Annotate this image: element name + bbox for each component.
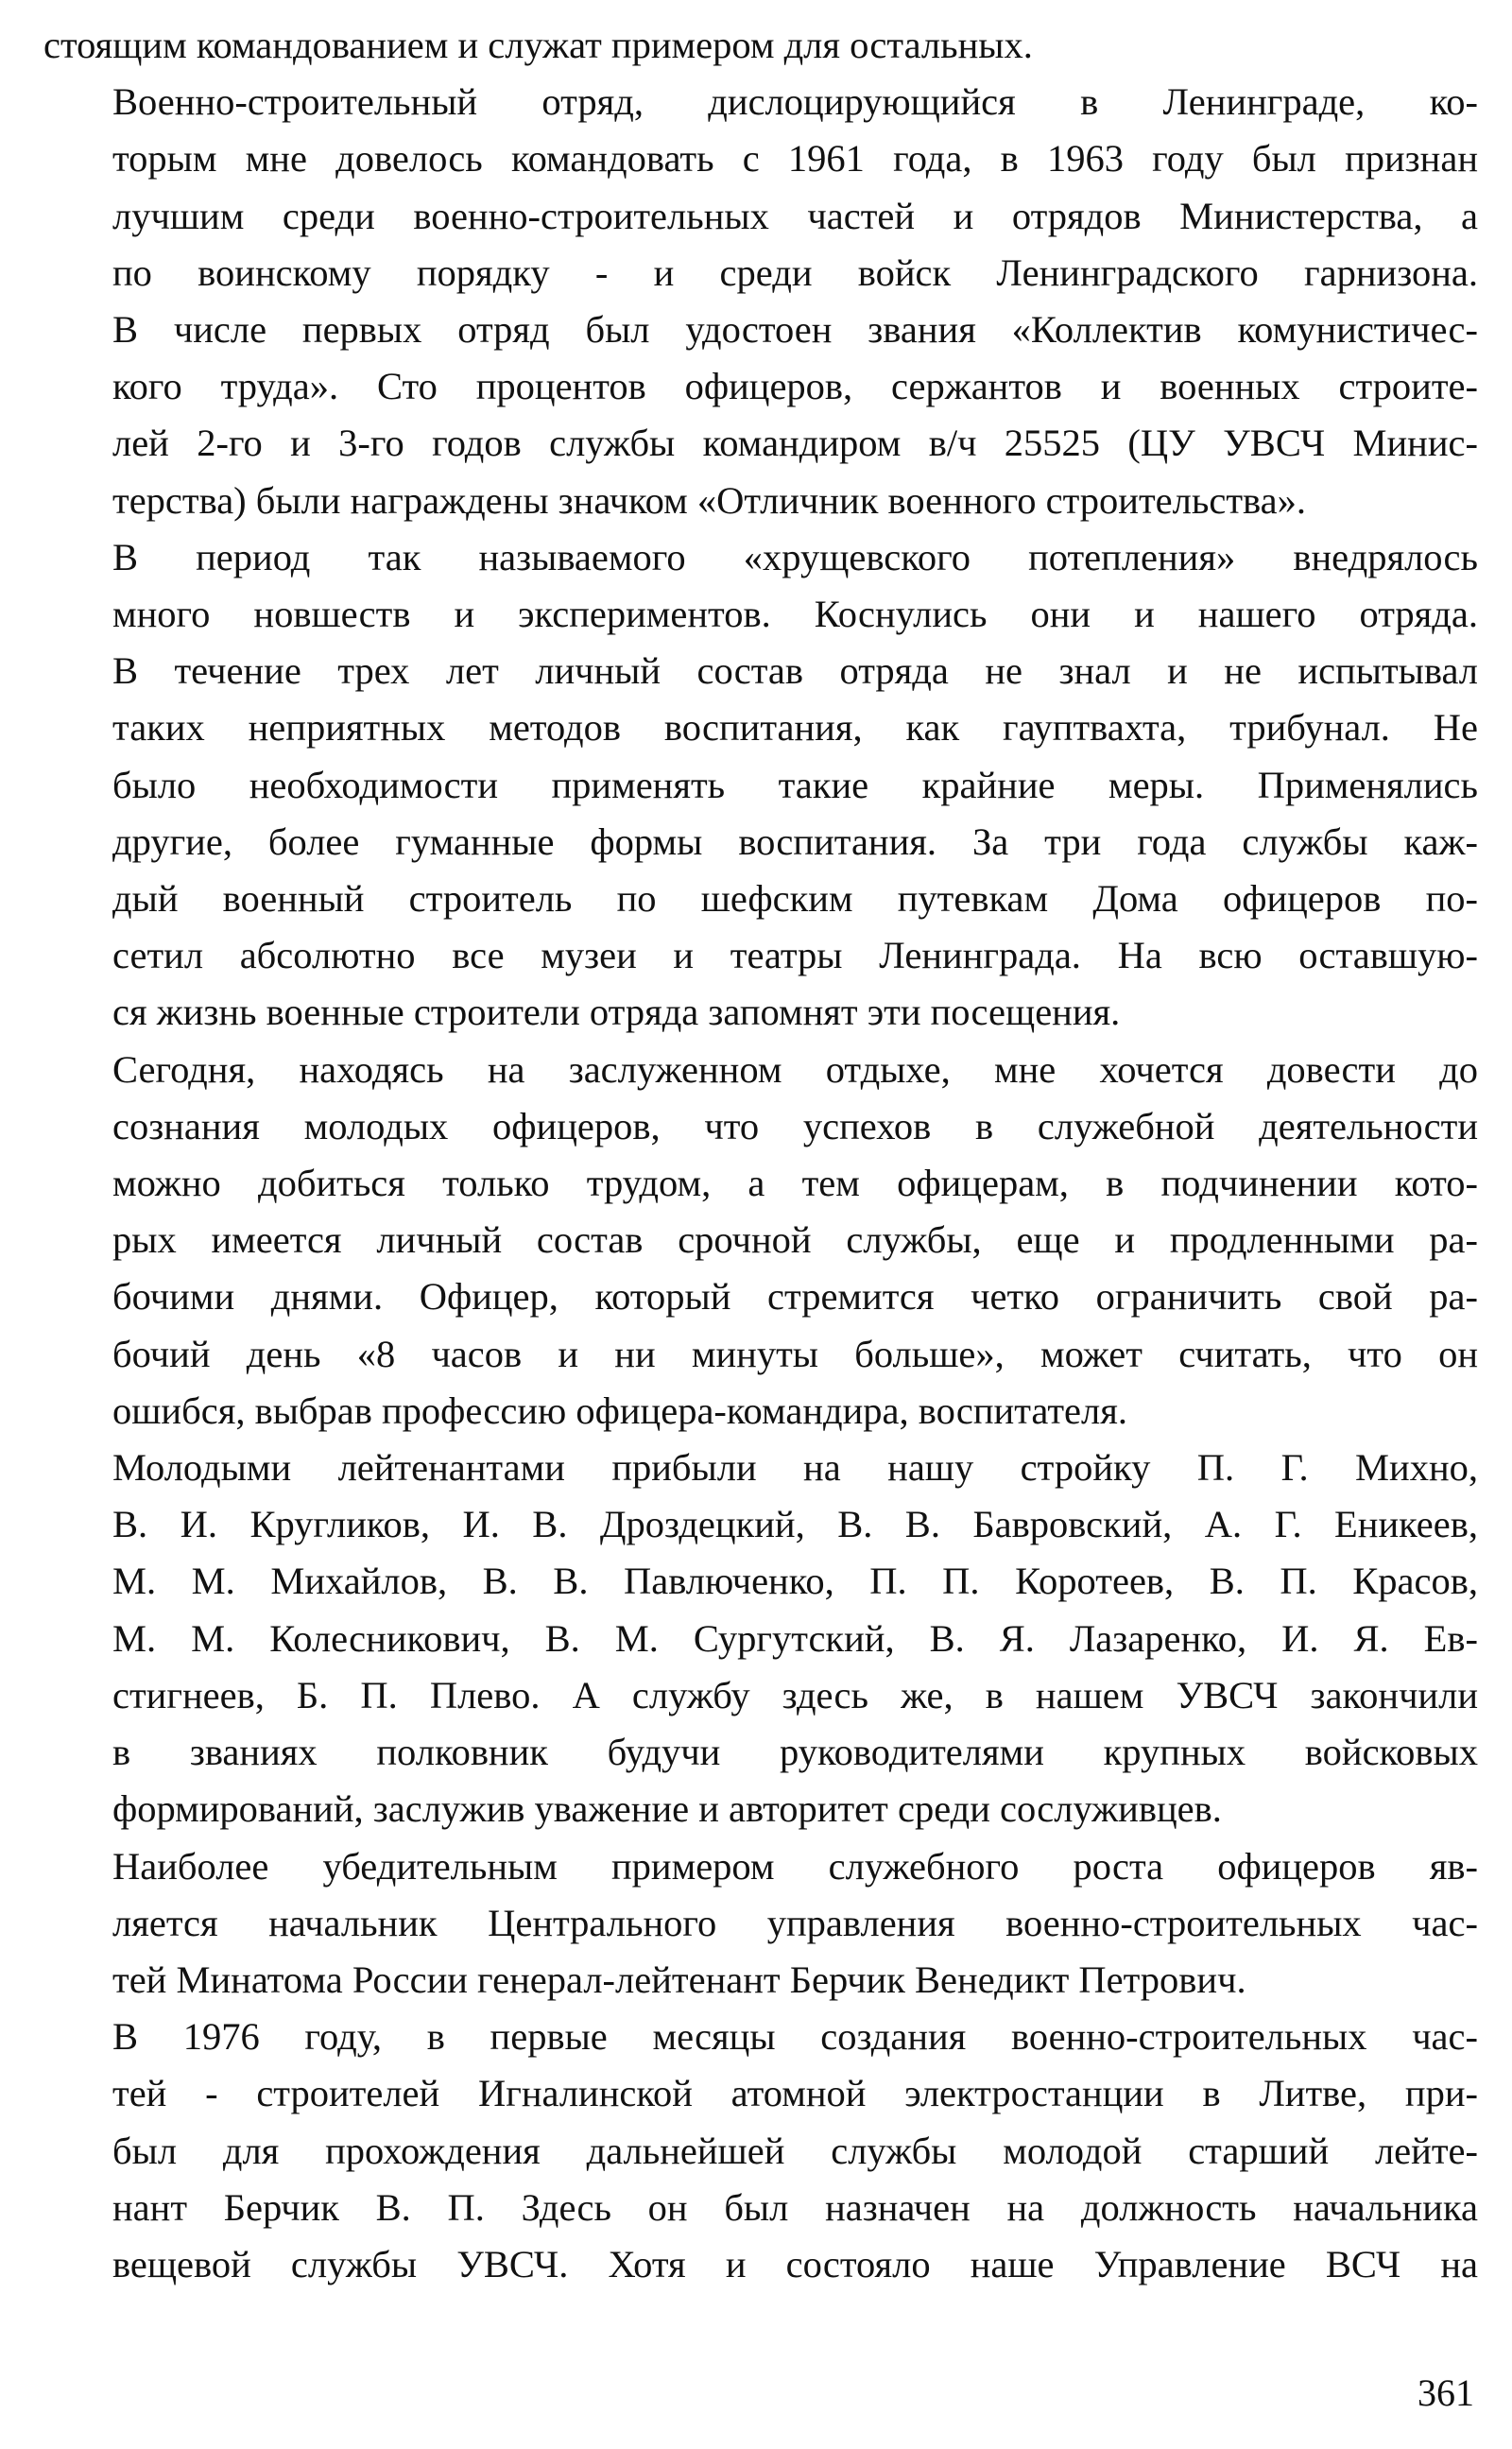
text-line: кого труда». Сто процентов офицеров, сержантов и военных строите- xyxy=(112,365,1478,408)
paragraph xyxy=(43,1042,1478,1440)
text-line: вещевой службы УВСЧ. Хотя и состояло наше Управление ВСЧ на xyxy=(112,2242,1478,2285)
text-line: бочими днями. Офицер, который стремится четко ограничить свой ра- xyxy=(112,1275,1478,1319)
text-line: тей Минатома России генерал-лейтенант Берчик Венедикт Петрович. xyxy=(112,1957,1246,2001)
text-line: В. И. Кругликов, И. В. Дроздецкий, В. В. Бавровский, А. Г. Еникеев, xyxy=(112,1503,1478,1546)
text-line: Сегодня, находясь на заслуженном отдыхе, мне хочется довести до xyxy=(112,1047,1478,1091)
text-line: тей - строителей Игналинской атомной электростанции в Литве, при- xyxy=(112,2072,1478,2115)
text-line: стигнеев, Б. П. Плево. А службу здесь же, в нашем УВСЧ закончили xyxy=(112,1673,1478,1716)
paragraph xyxy=(43,529,1478,1042)
text-line: другие, более гуманные формы воспитания. За три года службы каж- xyxy=(112,819,1478,863)
text-line: таких неприятных методов воспитания, как гауптвахта, трибунал. Не xyxy=(112,706,1478,750)
text-line: сетил абсолютно все музеи и театры Ленинграда. На всю оставшую- xyxy=(112,934,1478,977)
paragraph xyxy=(43,17,1478,74)
text-line: дый военный строитель по шефским путевкам Дома офицеров по- xyxy=(112,877,1478,921)
paragraph xyxy=(43,2009,1478,2293)
text-line: можно добиться только трудом, а тем офицерам, в подчинении кото- xyxy=(112,1162,1478,1205)
text-line: В 1976 году, в первые месяцы создания военно-строительных час- xyxy=(112,2015,1478,2059)
text-line: в званиях полковник будучи руководителями крупных войсковых xyxy=(112,1731,1478,1774)
text-line: терства) были награждены значком «Отличник военного строительства». xyxy=(112,478,1306,522)
text-line: бочий день «8 часов и ни минуты больше», может считать, что он xyxy=(112,1332,1478,1375)
page-number: 361 xyxy=(1418,2371,1474,2414)
text-line: М. М. Колесникович, В. М. Сургутский, В. Я. Лазаренко, И. Я. Ев- xyxy=(112,1616,1478,1660)
text-line: Наиболее убедительным примером служебного роста офицеров яв- xyxy=(112,1844,1478,1888)
text-line: В числе первых отряд был удостоен звания «Коллектив комунистичес- xyxy=(112,308,1478,352)
paragraph xyxy=(43,74,1478,529)
text-line: М. М. Михайлов, В. В. Павлюченко, П. П. Коротеев, В. П. Красов, xyxy=(112,1560,1478,1603)
text-line: по воинскому порядку - и среди войск Ленинградского гарнизона. xyxy=(112,250,1478,294)
body-text xyxy=(43,17,1478,2293)
text-line: рых имеется личный состав срочной службы, еще и продленными ра- xyxy=(112,1218,1478,1262)
text-line: Военно-строительный отряд, дислоцирующийся в Ленинграде, ко- xyxy=(112,80,1478,124)
text-line: лучшим среди военно-строительных частей и отрядов Министерства, а xyxy=(112,194,1478,237)
paragraph xyxy=(43,1440,1478,1837)
text-line: формирований, заслужив уважение и авторитет среди сослуживцев. xyxy=(112,1787,1222,1831)
text-line: было необходимости применять такие крайние меры. Применялись xyxy=(112,763,1478,806)
text-line: нант Берчик В. П. Здесь он был назначен на должность начальника xyxy=(112,2185,1478,2229)
text-line: торым мне довелось командовать с 1961 года, в 1963 году был признан xyxy=(112,137,1478,181)
text-line: сознания молодых офицеров, что успехов в служебной деятельности xyxy=(112,1104,1478,1147)
text-line: лей 2-го и 3-го годов службы командиром в/ч 25525 (ЦУ УВСЧ Минис- xyxy=(112,422,1478,465)
text-line: ся жизнь военные строители отряда запомнят эти посещения. xyxy=(112,991,1121,1034)
text-line: ошибся, выбрав профессию офицера-командира, воспитателя. xyxy=(112,1388,1127,1432)
text-line: В период так называемого «хрущевского потепления» внедрялось xyxy=(112,535,1478,578)
text-line: ляется начальник Центрального управления военно-строительных час- xyxy=(112,1901,1478,1944)
text-line: Молодыми лейтенантами прибыли на нашу стройку П. Г. Михно, xyxy=(112,1446,1478,1490)
text-line: много новшеств и экспериментов. Коснулись они и нашего отряда. xyxy=(112,593,1478,636)
text-line: был для прохождения дальнейшей службы молодой старший лейте- xyxy=(112,2129,1478,2172)
text-line: стоящим командованием и служат примером для остальных. xyxy=(43,24,1033,66)
text-line: В течение трех лет личный состав отряда не знал и не испытывал xyxy=(112,649,1478,693)
paragraph xyxy=(43,1838,1478,2009)
